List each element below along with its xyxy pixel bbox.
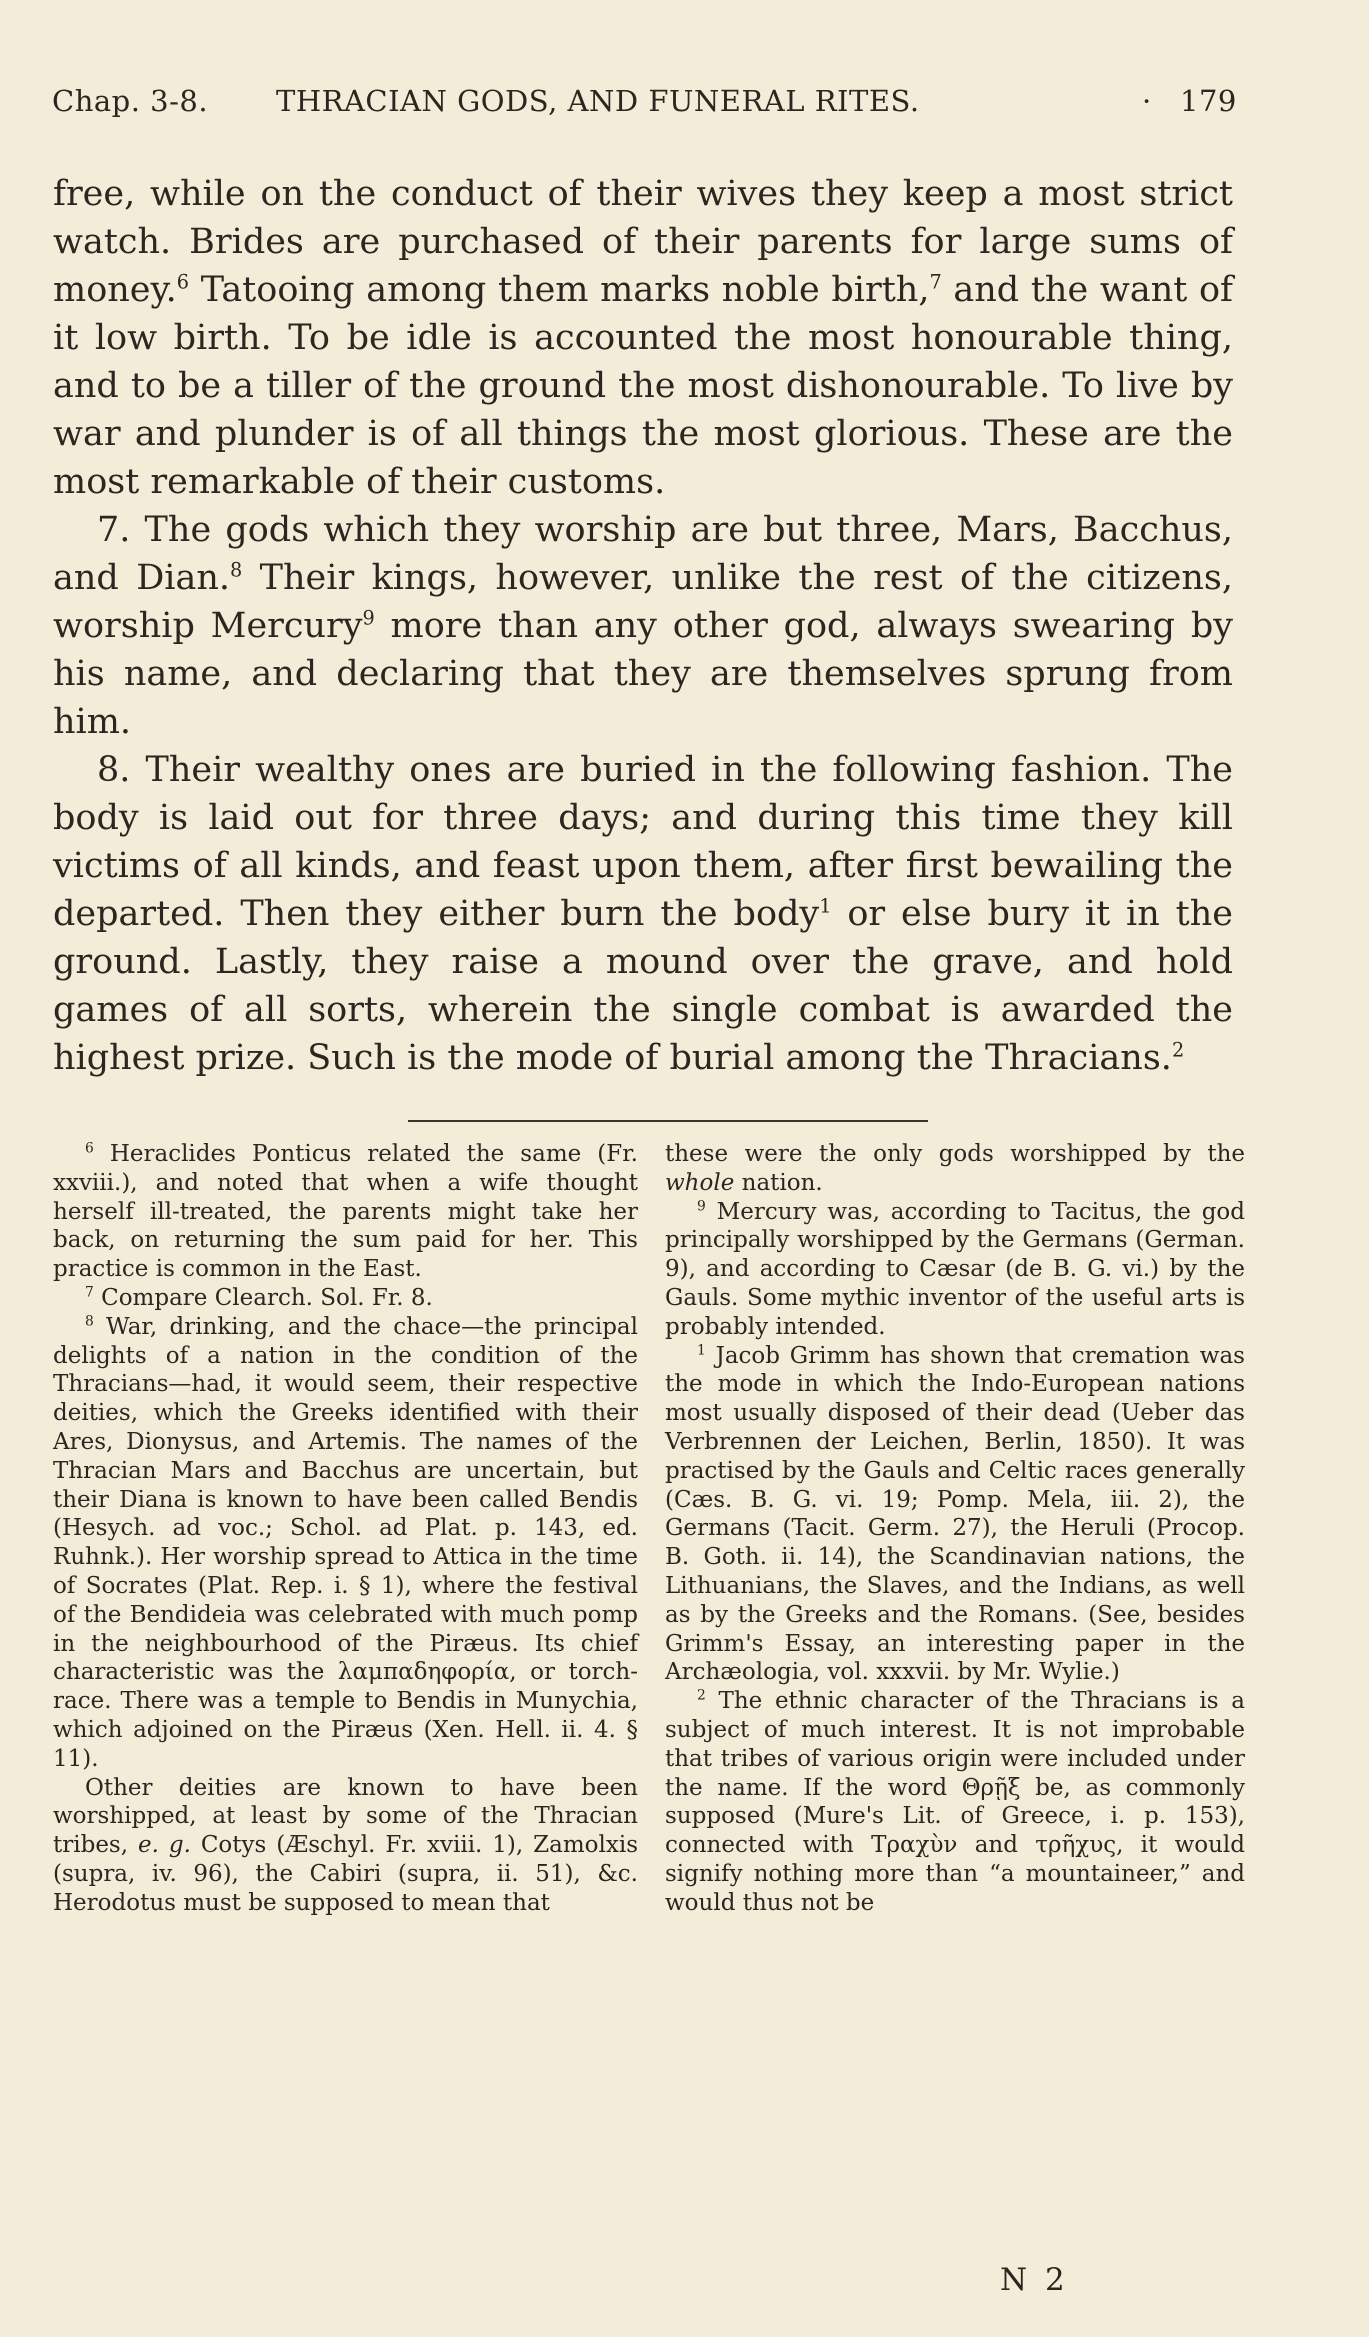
header-dot: · [1142, 84, 1152, 118]
main-text [53, 170, 1233, 1082]
footnote-ref-6: 6 [176, 270, 190, 294]
footnote-9: $^9$ Mercury was, according to Tacitus, the god principally worshipped by the Germans (German. 9), and according to Cæsar (de B. G. vi.) by the Gauls. Some mythic inventor of the useful arts is probably intended. [665, 1197, 1245, 1340]
running-title: THRACIAN GODS, AND FUNERAL RITES. [276, 84, 920, 118]
footnote-2: $^2$ The ethnic character of the Thracians is a subject of much interest. It is not improbable that tribes of various origin were included under the name. If the word Θρῇξ be, as commonly supposed (Mure's Lit. of Greece, i. p. 153), connected with Τραχὺν and τρῆχυς, it would signify nothing more than “a mountaineer,” and would thus not be [665, 1687, 1246, 1916]
running-header [52, 84, 1237, 130]
paragraph-customs: free, while on the conduct of their wives they keep a most strict watch. Brides are purchased of their parents for large sums of money.$^6$ Tatooing among them marks noble birth,$^7$ and the want of it low birth. To be idle is accounted the most honourable thing, and to be a tiller of the ground the most dishonourable. To live by war and plunder is of all things the most glorious. These are the most remarkable of their customs. [53, 174, 1234, 502]
greek-word: Τραχὺν [871, 1832, 958, 1859]
page-number: 179 [1180, 84, 1237, 118]
footnote-8-continued: these were the only gods worshipped by the whole nation. [665, 1141, 1245, 1196]
footnote-1: $^1$ Jacob Grimm has shown that cremation was the mode in which the Indo-European nations most usually disposed of their dead (Ueber das Verbrennen der Leichen, Berlin, 1850). It was practised by the Gauls and Celtic races generally (Cæs. B. G. vi. 19; Pomp. Mela, iii. 2), the Germans (Tacit. Germ. 27), the Heruli (Procop. B. Goth. ii. 14), the Scandinavian nations, the Lithuanians, the Slaves, and the Indians, as well as by the Greeks and the Romans. (See, besides Grimm's Essay, an interesting paper in the Archæologia, vol. xxxvii. by Mr. Wylie.) [665, 1341, 1245, 1686]
footnotes-right-column [665, 1140, 1245, 1918]
greek-word: λαμπαδηφορία [337, 1659, 510, 1686]
greek-word: Θρῇξ [961, 1774, 1021, 1801]
greek-word: τρῆχυς [1035, 1832, 1117, 1859]
paragraph-8-burial: 8. Their wealthy ones are buried in the following fashion. The body is laid out for three days; and during this time they kill victims of all kinds, and feast upon them, after first bewailing the departed. Then they either burn the body$^1$ or else bury it in the ground. Lastly, they raise a mound over the grave, and hold games of all sorts, wherein the single combat is awarded the highest prize. Such is the mode of burial among the Thracians.$^2$ [53, 750, 1233, 1078]
footnote-ref-7: 7 [929, 270, 942, 294]
footnote-6: $^6$ Heraclides Ponticus related the same (Fr. xxviii.), and noted that when a wife thought herself ill-treated, the parents might take her back, on returning the sum paid for her. This practice is common in the East. [53, 1140, 638, 1283]
footnote-ref-9: 9 [362, 606, 375, 630]
signature-mark: N 2 [1000, 2262, 1069, 2298]
footnote-ref-8: 8 [230, 558, 243, 582]
footnote-ref-2: 2 [1171, 1038, 1185, 1062]
footnote-7: $^7$ Compare Clearch. Sol. Fr. 8. [85, 1284, 433, 1311]
footnote-8: $^8$ War, drinking, and the chace—the principal delights of a nation in the condition of the Thracians—had, it would seem, their respective deities, which the Greeks identified with their Ares, Dionysus, and Artemis. The names of the Thracian Mars and Bacchus are uncertain, but their Diana is known to have been called Bendis (Hesych. ad voc.; Schol. ad Plat. p. 143, ed. Ruhnk.). Her worship spread to Attica in the time of Socrates (Plat. Rep. i. § 1), where the festival of the Bendideia was celebrated with much pomp in the neighbourhood of the Piræus. Its chief characteristic was the λαμπαδηφορία, or torch-race. There was a temple to Bendis in Munychia, which adjoined on the Piræus (Xen. Hell. ii. 4. § 11). [53, 1313, 638, 1772]
chapter-label: Chap. 3-8. [52, 84, 209, 118]
footnotes-left-column [53, 1140, 638, 1918]
footnote-ref-1: 1 [819, 894, 832, 918]
paragraph-7-gods: 7. The gods which they worship are but three, Mars, Bacchus, and Dian.$^8$ Their kings, however, unlike the rest of the citizens, worship Mercury$^9$ more than any other god, always swearing by his name, and declaring that they are themselves sprung from him. [53, 510, 1234, 742]
footnote-divider [408, 1120, 928, 1122]
footnote-8-para-2: Other deities are known to have been worshipped, at least by some of the Thracian tribes, e. g. Cotys (Æschyl. Fr. xviii. 1), Zamolxis (supra, iv. 96), the Cabiri (supra, ii. 51), &c. Herodotus must be supposed to mean that [53, 1774, 638, 1916]
